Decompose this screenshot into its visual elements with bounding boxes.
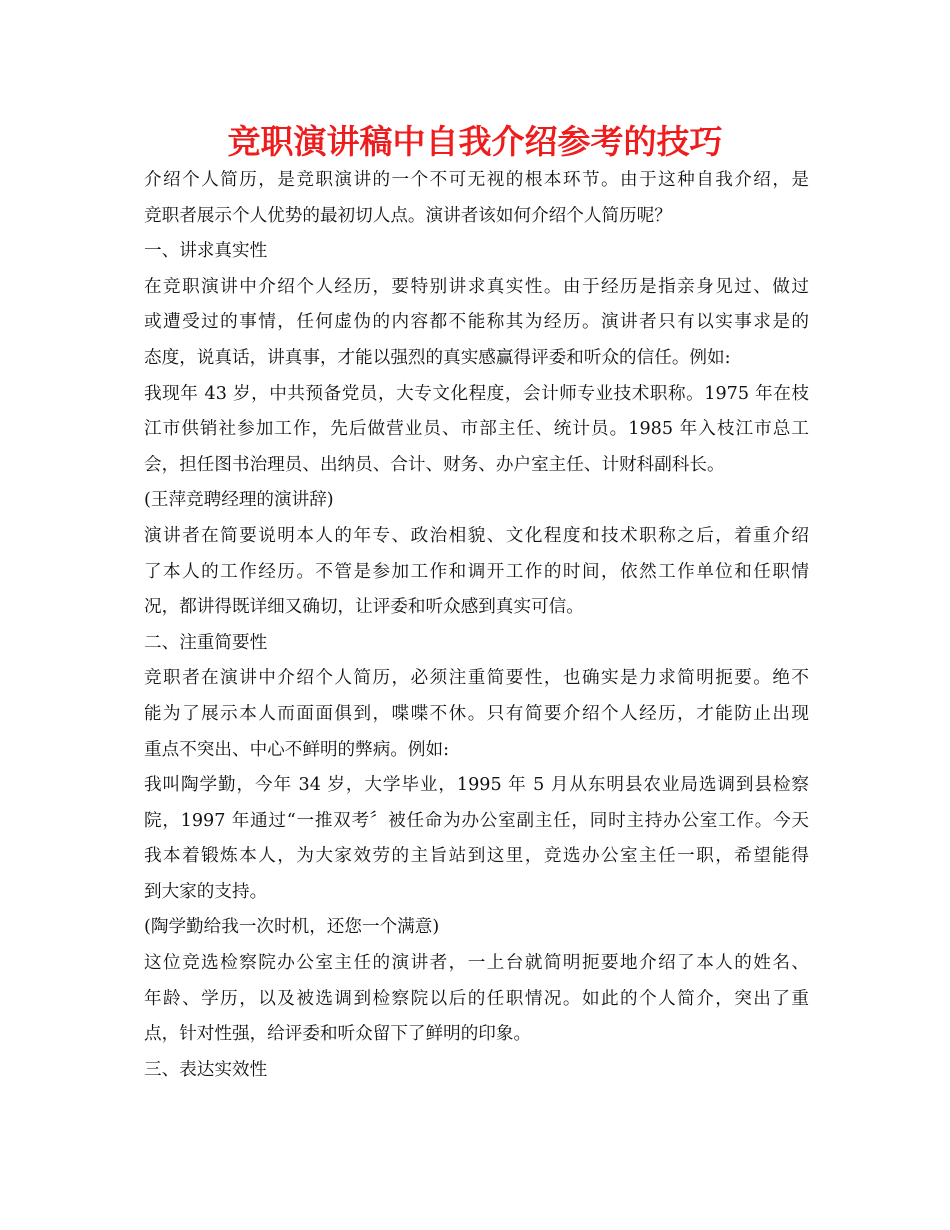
text-line: 态度，说真话，讲真事，才能以强烈的真实感赢得评委和听众的信任。例如: (144, 347, 731, 368)
text-line: 了本人的工作经历。不管是参加工作和调开工作的时间，依然工作单位和任职情 (144, 561, 809, 582)
text-line: 能为了展示本人而面面俱到，喋喋不休。只有简要介绍个人经历，才能防止出现 (144, 703, 809, 724)
text-line: 到大家的支持。 (144, 881, 268, 902)
text-line: 竞职者在演讲中介绍个人简历，必须注重简要性，也确实是力求简明扼要。绝不 (144, 668, 809, 689)
text-line: 院，1997 年通过“一推双考〞被任命为办公室副主任，同时主持办公室工作。今天 (144, 810, 809, 831)
text-line: 竞职者展示个人优势的最初切人点。演讲者该如何介绍个人简历呢？ (144, 205, 672, 226)
text-line: 在竞职演讲中介绍个人经历，要特别讲求真实性。由于经历是指亲身见过、做过 (144, 276, 809, 297)
text-line: 三、表达实效性 (144, 1059, 268, 1080)
text-line: 介绍个人简历，是竞职演讲的一个不可无视的根本环节。由于这种自我介绍，是 (144, 170, 809, 190)
text-line: 我现年 43 岁，中共预备党员，大专文化程度，会计师专业技术职称。1975 年在枝 (144, 383, 809, 404)
text-line: 这位竞选检察院办公室主任的演讲者，一上台就简明扼要地介绍了本人的姓名、 (144, 953, 809, 974)
text-line: 况，都讲得既详细又确切，让评委和听众感到真实可信。 (144, 597, 584, 618)
text-line: 会，担任图书治理员、出纳员、合计、财务、办户室主任、计财科副科长。 (144, 454, 725, 475)
text-line: 或遭受过的事情，任何虚伪的内容都不能称其为经历。演讲者只有以实事求是的 (144, 312, 809, 333)
text-line: 年龄、学历，以及被选调到检察院以后的任职情况。如此的个人简介，突出了重 (144, 988, 809, 1009)
text-line: (陶学勤给我一次时机，还您一个满意) (144, 917, 440, 938)
document-body (144, 163, 809, 1088)
text-line: 我本着锻炼本人，为大家效劳的主旨站到这里，竞选办公室主任一职，希望能得 (144, 846, 809, 867)
text-line: 江市供销社参加工作，先后做营业员、市部主任、统计员。1985 年入枝江市总工 (144, 419, 809, 440)
text-line: 重点不突出、中心不鲜明的弊病。例如: (144, 739, 450, 760)
document-title: 竞职演讲稿中自我介绍参考的技巧 (227, 122, 723, 161)
text-line: 点，针对性强，给评委和听众留下了鲜明的印象。 (144, 1024, 532, 1045)
text-line: 二、注重简要性 (144, 632, 268, 653)
text-line: 一、讲求真实性 (144, 241, 268, 262)
text-line: 我叫陶学勤，今年 34 岁，大学毕业，1995 年 5 月从东明县农业局选调到县检察 (144, 775, 809, 796)
text-line: 演讲者在简要说明本人的年专、政治相貌、文化程度和技术职称之后，着重介绍 (144, 525, 809, 546)
text-line: (王萍竞聘经理的演讲辞) (144, 490, 334, 511)
